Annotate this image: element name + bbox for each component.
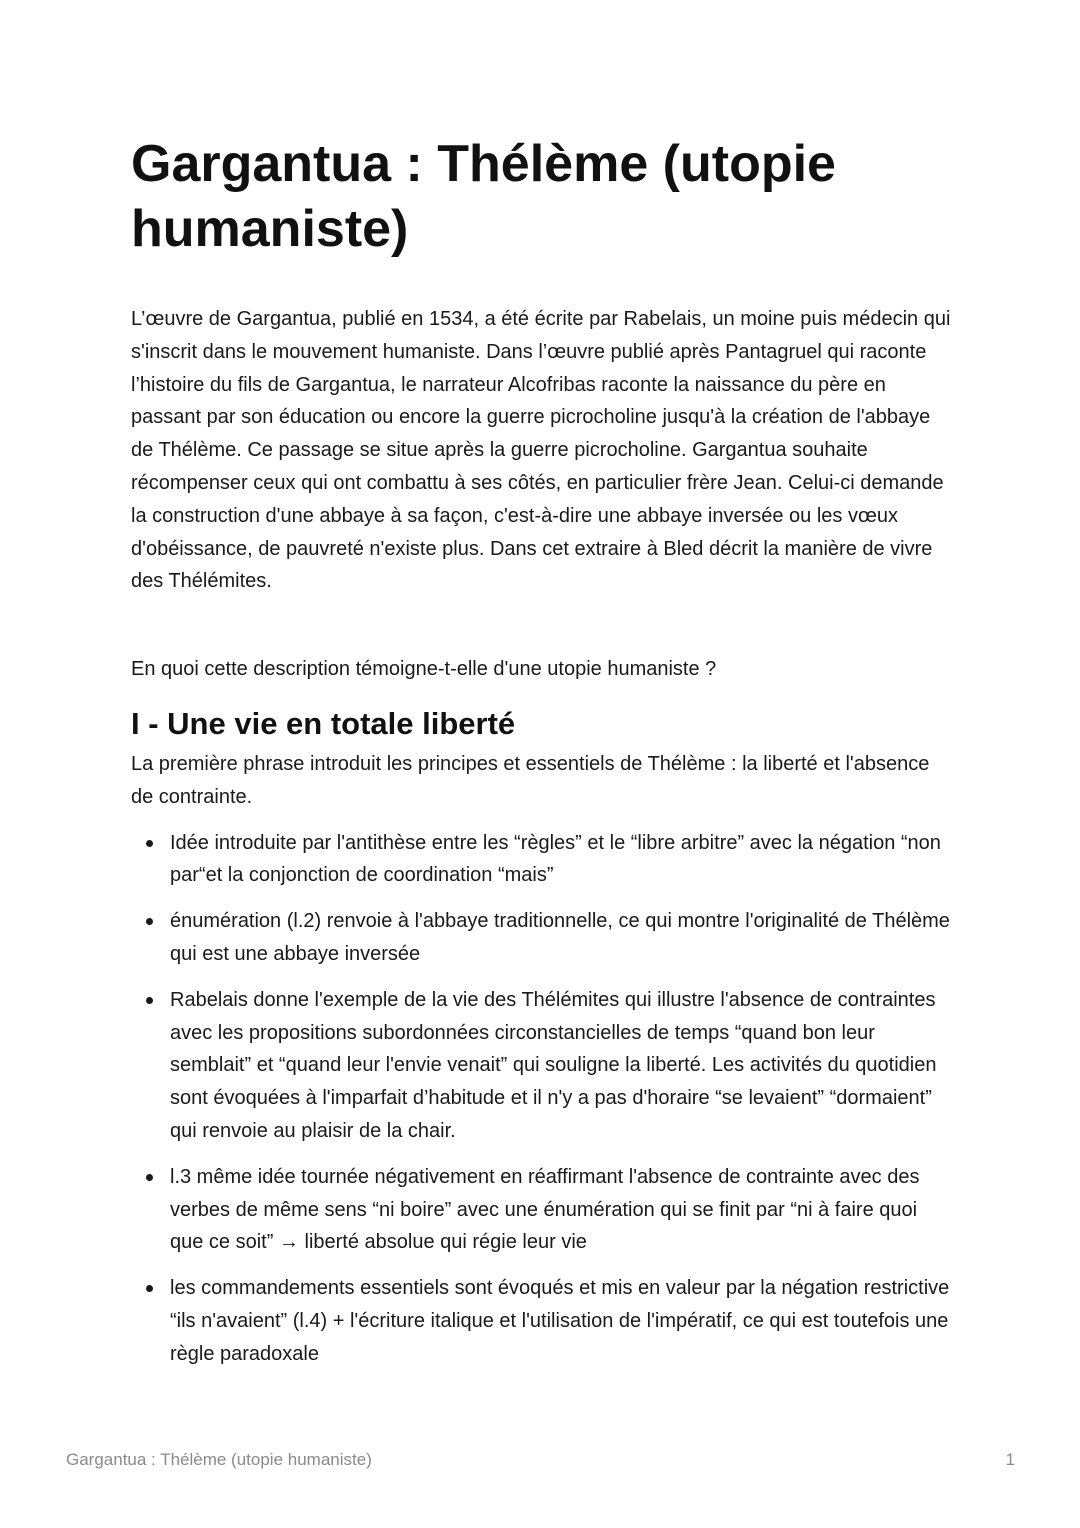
list-item-text: Idée introduite par l'antithèse entre les “règles” et le “libre arbitre” avec la négation “non par“et la conjonction de coordination “mais” (170, 831, 941, 887)
footer-title: Gargantua : Thélème (utopie humaniste) (66, 1450, 372, 1469)
page-number: 1 (1005, 1450, 1015, 1469)
list-item-text: énumération (l.2) renvoie à l'abbaye traditionnelle, ce qui montre l'originalité de Thélème qui est une abbaye inversée (170, 910, 950, 965)
list-item (131, 1272, 951, 1370)
page-title: Gargantua : Thélème (utopie humaniste) (131, 135, 836, 258)
bullet-icon (146, 918, 153, 925)
list-item (131, 984, 951, 1148)
list-item (131, 1161, 951, 1259)
bullet-icon (146, 1285, 153, 1292)
bullet-icon (146, 1174, 153, 1181)
section-lead-paragraph: La première phrase introduit les principes et essentiels de Thélème : la liberté et l'absence de contrainte. (131, 752, 930, 808)
section-heading: I - Une vie en totale liberté (131, 705, 516, 741)
bullet-list (131, 827, 951, 1371)
problematic-question: En quoi cette description témoigne-t-elle d'une utopie humaniste ? (131, 658, 717, 681)
list-item-text: l.3 même idée tournée négativement en réaffirmant l'absence de contrainte avec des verbes de même sens “ni boire” avec une énumération qui se finit par “ni à faire quoi que ce soit” → liberté absolue qui régie leur vie (170, 1165, 920, 1254)
page-content (131, 132, 951, 1384)
list-item-text: les commandements essentiels sont évoqués et mis en valeur par la négation restrictive “ils n'avaient” (l.4) + l'écriture italique et l'utilisation de l'impératif, ce qui est toutefois une règle paradoxale (170, 1277, 950, 1365)
list-item-text: Rabelais donne l'exemple de la vie des Thélémites qui illustre l'absence de contraintes avec les propositions subordonnées circonstancielles de temps “quand bon leur semblait” et “quand leur l'envie venait” qui souligne la liberté. Les activités du quotidien sont évoquées à l'imparfait d’habitude et il n'y a pas d'horaire “se levaient” “dormaient” qui renvoie au plaisir de la chair. (170, 988, 937, 1142)
list-item (131, 827, 951, 893)
list-item (131, 905, 951, 971)
bullet-icon (146, 997, 153, 1004)
bullet-icon (146, 840, 153, 847)
intro-paragraph: L’œuvre de Gargantua, publié en 1534, a été écrite par Rabelais, un moine puis médecin qui s'inscrit dans le mouvement humaniste. Dans l’œuvre publié après Pantagruel qui raconte l’histoire du fils de Gargantua, le narrateur Alcofribas raconte la naissance du père en passant par son éducation ou encore la guerre picrocholine jusqu'à la création de l'abbaye de Thélème. Ce passage se situe après la guerre picrocholine. Gargantua souhaite récompenser ceux qui ont combattu à ses côtés, en particulier frère Jean. Celui-ci demande la construction d'une abbaye à sa façon, c'est-à-dire une abbaye inversée ou les vœux d'obéissance, de pauvreté n'existe plus. Dans cet extraire à Bled décrit la manière de vivre des Thélémites. (131, 308, 951, 593)
